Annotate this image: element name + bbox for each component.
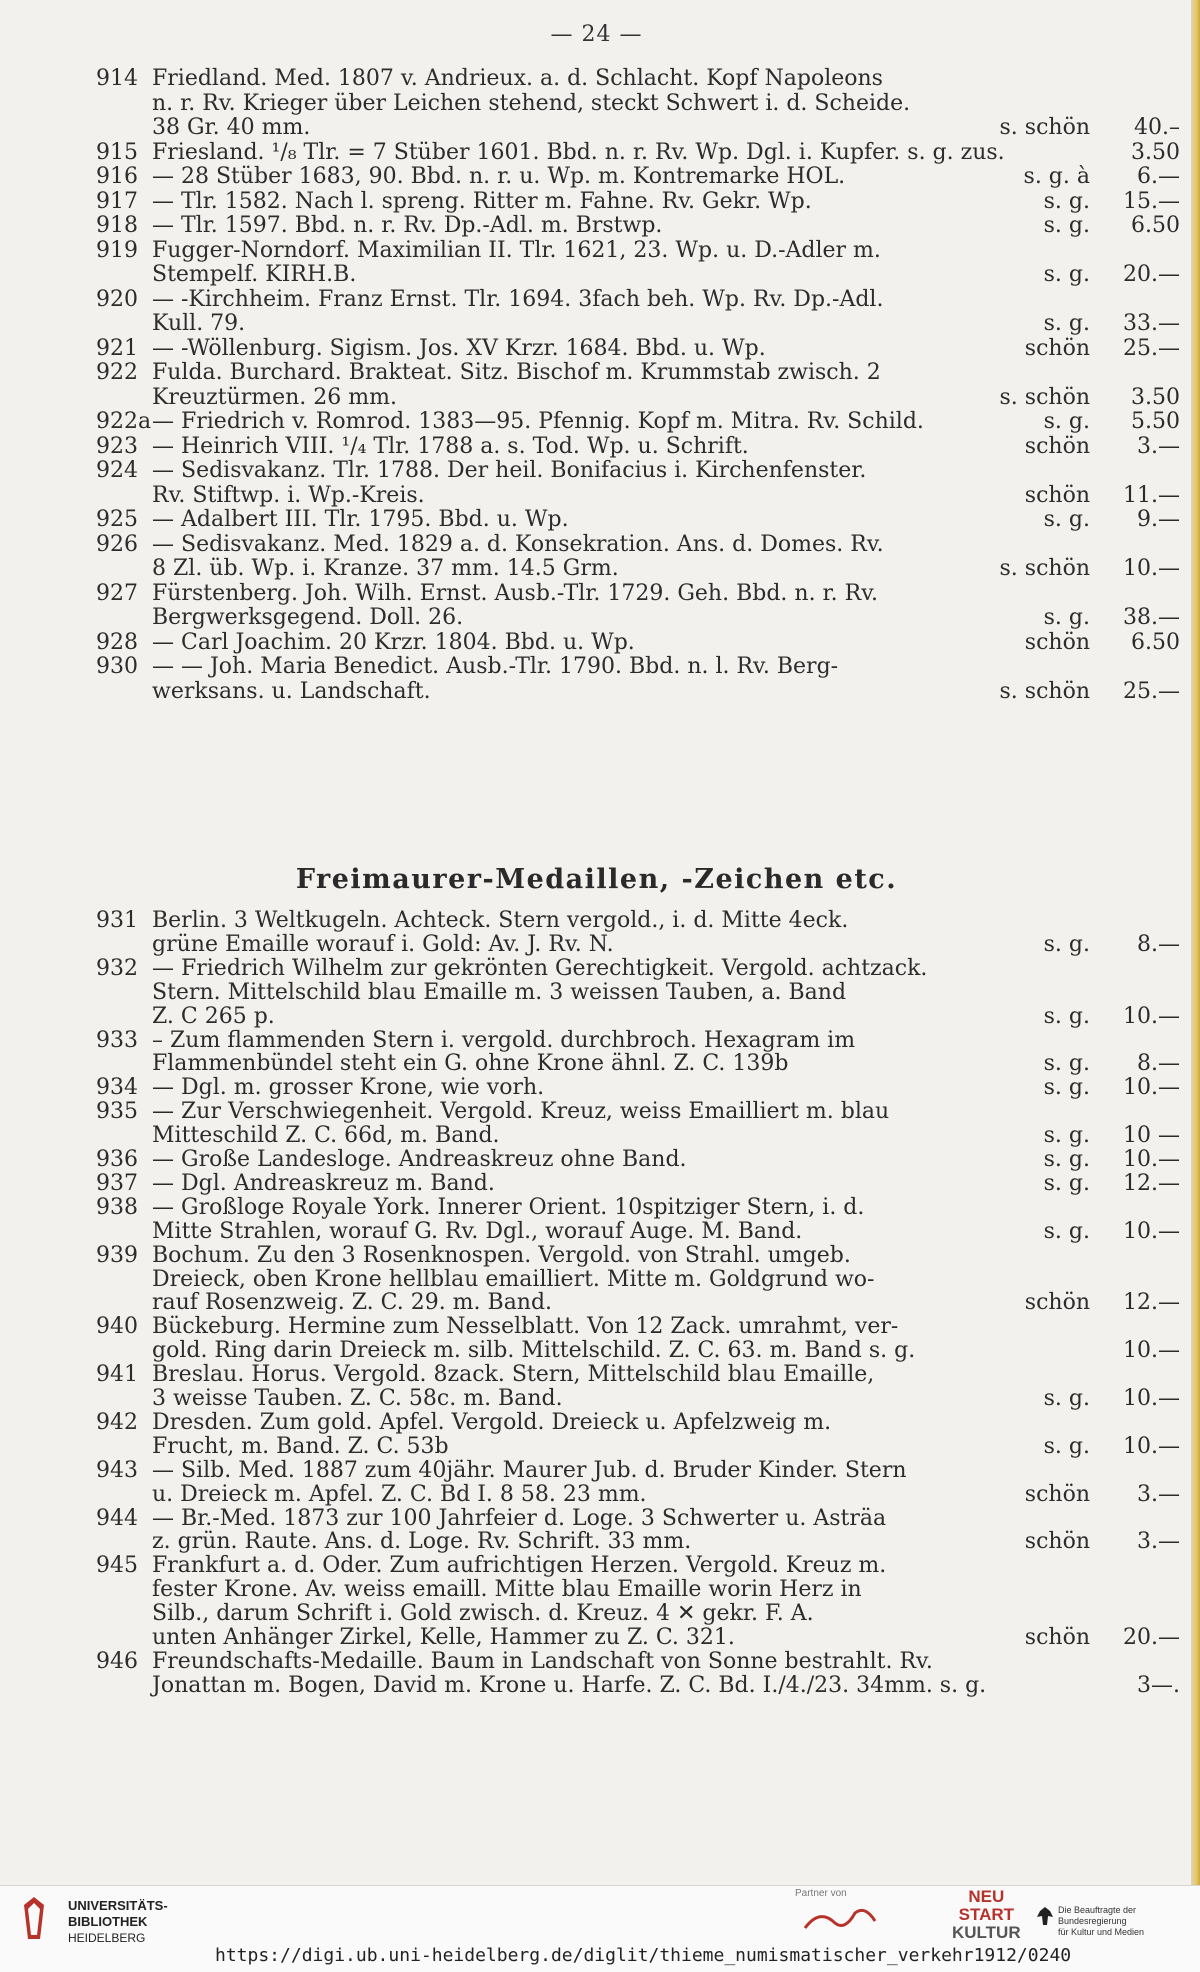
page-number: — 24 — <box>550 22 643 47</box>
lot-number: 941 <box>96 1362 138 1388</box>
source-url[interactable]: https://digi.ub.uni-heidelberg.de/diglit/thieme_numismatischer_verkehr1912/0240 <box>215 1945 1072 1966</box>
lot-price: 3.— <box>1137 1529 1180 1555</box>
lot-price: 3.— <box>1137 433 1180 459</box>
lot-description: rauf Rosenzweig. Z. C. 29. m. Band. <box>152 1290 553 1316</box>
neustart-line1: NEU <box>968 1887 1005 1906</box>
lot-description: Dresden. Zum gold. Apfel. Vergold. Dreieck u. Apfelzweig m. <box>152 1409 832 1435</box>
lot-price: 6.50 <box>1131 629 1180 655</box>
lot-description: grüne Emaille worauf i. Gold: Av. J. Rv. N. <box>152 931 614 957</box>
lot-condition: s. g. <box>1043 605 1090 630</box>
lot-price: 40.– <box>1134 115 1180 140</box>
lot-condition: schön <box>1024 629 1090 655</box>
lot-description: — Friedrich v. Romrod. 1383—95. Pfennig. Kopf m. Mitra. Rv. Schild. <box>152 409 924 434</box>
lot-condition: s. schön <box>999 384 1090 410</box>
lot-price: 15.— <box>1123 188 1180 214</box>
lot-description: — Sedisvakanz. Tlr. 1788. Der heil. Bonifacius i. Kirchenfenster. <box>152 458 867 483</box>
lot-description: — Große Landesloge. Andreaskreuz ohne Band. <box>152 1147 687 1172</box>
lot-price: 3.50 <box>1131 384 1180 410</box>
lot-description: — Carl Joachim. 20 Krzr. 1804. Bbd. u. Wp. <box>152 629 635 655</box>
lot-description: — Br.-Med. 1873 zur 100 Jahrfeier d. Loge. 3 Schwerter u. Asträa <box>152 1505 887 1531</box>
lot-condition: schön <box>1024 1529 1090 1555</box>
lot-description: Fugger-Norndorf. Maximilian II. Tlr. 1621, 23. Wp. u. D.-Adler m. <box>152 237 881 263</box>
lot-price: 38.— <box>1123 605 1180 630</box>
lot-number: 926 <box>96 531 138 557</box>
lot-price: 12.— <box>1123 1170 1180 1196</box>
lot-description: — -Wöllenburg. Sigism. Jos. XV Krzr. 1684. Bbd. u. Wp. <box>152 335 766 361</box>
lot-number: 932 <box>96 955 138 981</box>
lot-description: — Adalbert III. Tlr. 1795. Bbd. u. Wp. <box>152 507 569 532</box>
lot-number: 934 <box>96 1075 138 1101</box>
lot-number: 925 <box>96 507 138 532</box>
lot-number: 921 <box>96 335 138 361</box>
lot-condition: s. g. <box>1043 1051 1090 1077</box>
lot-price: 20.— <box>1123 1625 1180 1650</box>
uni-line1: UNIVERSITÄTS- <box>68 1898 168 1913</box>
lot-condition: s. g. <box>1043 931 1090 957</box>
lot-description: 38 Gr. 40 mm. <box>152 115 311 140</box>
lot-price: 12.— <box>1123 1290 1180 1316</box>
lot-description: Flammenbündel steht ein G. ohne Krone ähnl. Z. C. 139b <box>152 1051 789 1077</box>
lot-description: Mitte Strahlen, worauf G. Rv. Dgl., worauf Auge. M. Band. <box>152 1218 803 1244</box>
lot-price: 3.50 <box>1131 139 1180 165</box>
lot-price: 9.— <box>1137 507 1180 532</box>
lot-condition: s. g. <box>1043 1123 1090 1149</box>
lot-number: 931 <box>96 908 138 933</box>
lot-description: u. Dreieck m. Apfel. Z. C. Bd I. 8 58. 23 mm. <box>152 1481 647 1507</box>
lot-number: 915 <box>96 139 138 165</box>
lot-description: Jonattan m. Bogen, David m. Krone u. Harfe. Z. C. Bd. I./4./23. 34mm. s. g. <box>152 1672 987 1698</box>
lot-description: gold. Ring darin Dreieck m. silb. Mittelschild. Z. C. 63. m. Band s. g. <box>152 1338 916 1364</box>
section-title: Freimaurer-Medaillen, -Zeichen etc. <box>295 864 898 895</box>
lot-description: z. grün. Raute. Ans. d. Loge. Rv. Schrift. 33 mm. <box>152 1529 692 1555</box>
uni-line2: BIBLIOTHEK <box>68 1914 148 1929</box>
lot-description: fester Krone. Av. weiss emaill. Mitte blau Emaille worin Herz in <box>152 1577 862 1603</box>
lot-description: Fürstenberg. Joh. Wilh. Ernst. Ausb.-Tlr. 1729. Geh. Bbd. n. r. Rv. <box>152 580 879 606</box>
lot-number: 927 <box>96 580 138 606</box>
lot-price: 33.— <box>1123 311 1180 336</box>
lot-price: 10.— <box>1123 1433 1180 1459</box>
lot-description: Bergwerksgegend. Doll. 26. <box>152 605 464 630</box>
lot-description: Dreieck, oben Krone hellblau emailliert. Mitte m. Goldgrund wo- <box>152 1266 875 1292</box>
lot-number: 937 <box>96 1170 138 1196</box>
lot-number: 933 <box>96 1027 138 1053</box>
lot-condition: s. g. <box>1043 311 1090 336</box>
lot-description: Frucht, m. Band. Z. C. 53b <box>152 1433 449 1459</box>
lot-description: Mitteschild Z. C. 66d, m. Band. <box>152 1123 500 1149</box>
lot-condition: s. g. <box>1043 409 1090 434</box>
lot-condition: s. schön <box>999 556 1090 581</box>
partner-label: Partner von <box>795 1888 847 1899</box>
lot-condition: schön <box>1024 1481 1090 1507</box>
neustart-line2: START <box>958 1905 1015 1924</box>
lot-price: 10.— <box>1123 1147 1180 1172</box>
lot-price: 3—. <box>1137 1672 1180 1698</box>
lot-description: — Heinrich VIII. ¹/₄ Tlr. 1788 a. s. Tod. Wp. u. Schrift. <box>152 433 749 459</box>
lot-condition: schön <box>1024 482 1090 508</box>
lot-price: 3.— <box>1137 1481 1180 1507</box>
page-edge <box>1191 0 1200 1885</box>
lot-number: 938 <box>96 1194 138 1220</box>
university-library-name[interactable] <box>68 1898 168 1946</box>
lot-price: 10.— <box>1123 1075 1180 1101</box>
lot-number: 922 <box>96 360 138 385</box>
lot-number: 918 <box>96 213 138 238</box>
bkm-line1: Die Beauftragte der Bundesregierung <box>1058 1905 1137 1926</box>
university-library-logo-icon[interactable] <box>14 1895 54 1941</box>
lot-number: 916 <box>96 164 138 189</box>
lot-number: 920 <box>96 286 138 312</box>
lot-number: 945 <box>96 1553 138 1579</box>
lot-price: 10.— <box>1123 1218 1180 1244</box>
lot-condition: s. g. <box>1043 1218 1090 1244</box>
lot-number: 928 <box>96 629 138 655</box>
lot-condition: schön <box>1024 1290 1090 1316</box>
lot-price: 5.50 <box>1131 409 1180 434</box>
lot-condition: schön <box>1024 433 1090 459</box>
lot-description: — -Kirchheim. Franz Ernst. Tlr. 1694. 3fach beh. Wp. Rv. Dp.-Adl. <box>152 286 884 312</box>
lot-description: — Großloge Royale York. Innerer Orient. 10spitziger Stern, i. d. <box>152 1194 865 1220</box>
lot-condition: s. g. <box>1043 1003 1090 1029</box>
lot-condition: s. g. <box>1043 507 1090 532</box>
lot-description: Friesland. ¹/₈ Tlr. = 7 Stüber 1601. Bbd. n. r. Rv. Wp. Dgl. i. Kupfer. s. g. zus. <box>152 139 1005 165</box>
lot-number: 930 <box>96 654 138 679</box>
lot-number: 922a <box>96 409 152 434</box>
lot-price: 25.— <box>1123 678 1180 704</box>
lot-description: Silb., darum Schrift i. Gold zwisch. d. Kreuz. 4 ✕ gekr. F. A. <box>152 1601 814 1627</box>
lot-condition: schön <box>1024 1625 1090 1650</box>
lot-description: Bochum. Zu den 3 Rosenknospen. Vergold. von Strahl. umgeb. <box>152 1242 851 1268</box>
lot-number: 943 <box>96 1457 138 1483</box>
lot-price: 20.— <box>1123 262 1180 287</box>
bkm-label[interactable] <box>1058 1905 1200 1938</box>
lot-price: 8.— <box>1137 931 1180 957</box>
lot-number: 924 <box>96 458 138 483</box>
lot-number: 936 <box>96 1147 138 1172</box>
lot-number: 939 <box>96 1242 138 1268</box>
lot-description: Fulda. Burchard. Brakteat. Sitz. Bischof m. Krummstab zwisch. 2 <box>152 360 881 385</box>
lot-price: 8.— <box>1137 1051 1180 1077</box>
lot-price: 10 — <box>1123 1123 1180 1149</box>
lot-description: Friedland. Med. 1807 v. Andrieux. a. d. Schlacht. Kopf Napoleons <box>152 66 883 91</box>
lot-number: 935 <box>96 1099 138 1125</box>
lot-price: 6.— <box>1137 164 1180 189</box>
lot-number: 946 <box>96 1648 138 1674</box>
lot-condition: s. g. à <box>1023 164 1090 189</box>
lot-condition: s. schön <box>999 115 1090 140</box>
lot-description: Bückeburg. Hermine zum Nesselblatt. Von 12 Zack. umrahmt, ver- <box>152 1314 899 1340</box>
lot-description: Z. C 265 p. <box>152 1003 275 1029</box>
lot-price: 10.— <box>1123 1386 1180 1411</box>
lot-number: 914 <box>96 66 138 91</box>
lot-description: – Zum flammenden Stern i. vergold. durchbroch. Hexagram im <box>152 1027 856 1053</box>
lot-description: — Tlr. 1582. Nach l. spreng. Ritter m. Fahne. Rv. Gekr. Wp. <box>152 188 812 214</box>
lot-description: — Zur Verschwiegenheit. Vergold. Kreuz, weiss Emailliert m. blau <box>152 1099 890 1125</box>
lot-number: 942 <box>96 1409 138 1435</box>
lot-description: n. r. Rv. Krieger über Leichen stehend, steckt Schwert i. d. Scheide. <box>152 90 911 116</box>
lot-description: werksans. u. Landschaft. <box>152 678 431 704</box>
lot-description: Berlin. 3 Weltkugeln. Achteck. Stern vergold., i. d. Mitte 4eck. <box>152 908 849 933</box>
lot-number: 919 <box>96 237 138 263</box>
lot-condition: s. g. <box>1043 1170 1090 1196</box>
lot-number: 940 <box>96 1314 138 1340</box>
lot-description: — — Joh. Maria Benedict. Ausb.-Tlr. 1790. Bbd. n. l. Rv. Berg- <box>152 654 839 679</box>
neustart-line3: KULTUR <box>952 1923 1021 1942</box>
lot-description: — Sedisvakanz. Med. 1829 a. d. Konsekration. Ans. d. Domes. Rv. <box>152 531 884 557</box>
uni-line3: HEIDELBERG <box>68 1931 146 1945</box>
lot-description: Stern. Mittelschild blau Emaille m. 3 weissen Tauben, a. Band <box>152 979 847 1005</box>
partner-logo-icon[interactable] <box>800 1903 880 1933</box>
lot-description: Breslau. Horus. Vergold. 8zack. Stern, Mittelschild blau Emaille, <box>152 1362 875 1388</box>
lot-description: Kreuztürmen. 26 mm. <box>152 384 397 410</box>
lot-description: Rv. Stiftwp. i. Wp.-Kreis. <box>152 482 425 508</box>
lot-price: 10.— <box>1123 1338 1180 1364</box>
lot-description: 3 weisse Tauben. Z. C. 58c. m. Band. <box>152 1386 563 1411</box>
lot-description: Stempelf. KIRH.B. <box>152 262 357 287</box>
lot-description: Kull. 79. <box>152 311 246 336</box>
lot-condition: schön <box>1024 335 1090 361</box>
lot-condition: s. g. <box>1043 1075 1090 1101</box>
lot-number: 944 <box>96 1505 138 1531</box>
lot-number: 917 <box>96 188 138 214</box>
lot-condition: s. g. <box>1043 1147 1090 1172</box>
lot-price: 10.— <box>1123 1003 1180 1029</box>
lot-description: — Silb. Med. 1887 zum 40jähr. Maurer Jub. d. Bruder Kinder. Stern <box>152 1457 907 1483</box>
lot-description: Frankfurt a. d. Oder. Zum aufrichtigen Herzen. Vergold. Kreuz m. <box>152 1553 887 1579</box>
lot-condition: s. g. <box>1043 262 1090 287</box>
lot-description: Freundschafts-Medaille. Baum in Landschaft von Sonne bestrahlt. Rv. <box>152 1648 933 1674</box>
lot-description: 8 Zl. üb. Wp. i. Kranze. 37 mm. 14.5 Grm. <box>152 556 619 581</box>
lot-description: — Tlr. 1597. Bbd. n. r. Rv. Dp.-Adl. m. Brstwp. <box>152 213 663 238</box>
federal-eagle-icon <box>1036 1905 1054 1927</box>
lot-condition: s. g. <box>1043 1433 1090 1459</box>
lot-number: 923 <box>96 433 138 459</box>
lot-condition: s. g. <box>1043 213 1090 238</box>
lot-price: 10.— <box>1123 556 1180 581</box>
lot-condition: s. g. <box>1043 1386 1090 1411</box>
lot-price: 25.— <box>1123 335 1180 361</box>
lot-condition: s. schön <box>999 678 1090 704</box>
lot-description: unten Anhänger Zirkel, Kelle, Hammer zu Z. C. 321. <box>152 1625 735 1650</box>
neustart-kultur-logo[interactable] <box>952 1888 1021 1942</box>
lot-description: — 28 Stüber 1683, 90. Bbd. n. r. u. Wp. m. Kontremarke HOL. <box>152 164 846 189</box>
lot-price: 11.— <box>1123 482 1180 508</box>
lot-condition: s. g. <box>1043 188 1090 214</box>
lot-description: — Dgl. m. grosser Krone, wie vorh. <box>152 1075 545 1101</box>
lot-price: 6.50 <box>1131 213 1180 238</box>
bkm-line2: für Kultur und Medien <box>1058 1927 1145 1937</box>
lot-description: — Dgl. Andreaskreuz m. Band. <box>152 1170 495 1196</box>
lot-description: — Friedrich Wilhelm zur gekrönten Gerechtigkeit. Vergold. achtzack. <box>152 955 928 981</box>
